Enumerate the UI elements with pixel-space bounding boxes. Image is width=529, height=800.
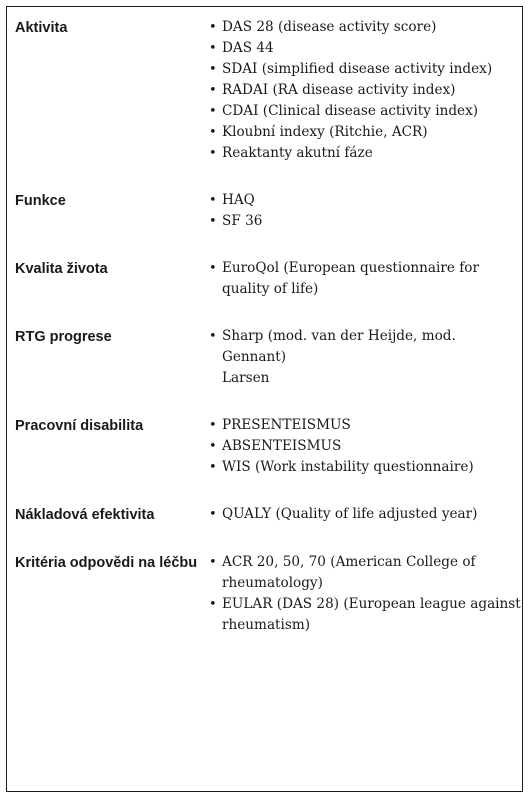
list-item: • EULAR (DAS 28) (European league against rheumatism) bbox=[209, 594, 523, 636]
row-label: RTG progrese bbox=[15, 329, 112, 345]
list-item: • PRESENTEISMUS bbox=[209, 415, 523, 436]
row-spacer bbox=[15, 526, 523, 552]
row-items bbox=[209, 326, 523, 389]
table-row bbox=[15, 504, 523, 526]
bullet-icon bbox=[209, 38, 222, 59]
list-item: • CDAI (Clinical disease activity index) bbox=[209, 101, 523, 122]
row-label: Kritéria odpovědi na léčbu bbox=[15, 555, 198, 571]
bullet-icon bbox=[209, 415, 222, 436]
list-item: • QUALY (Quality of life adjusted year) bbox=[209, 504, 523, 525]
row-items bbox=[209, 258, 523, 300]
row-label: Pracovní disabilita bbox=[15, 418, 144, 434]
table-row bbox=[15, 326, 523, 389]
row-spacer bbox=[15, 232, 523, 258]
list-item: • ACR 20, 50, 70 (American College of rheumatology) bbox=[209, 552, 523, 594]
list-item: • ABSENTEISMUS bbox=[209, 436, 523, 457]
bullet-icon bbox=[209, 190, 222, 211]
row-label: Nákladová efektivita bbox=[15, 507, 155, 523]
bullet-icon bbox=[209, 457, 222, 478]
bullet-icon bbox=[209, 258, 222, 300]
list-item: • DAS 44 bbox=[209, 38, 523, 59]
row-spacer bbox=[15, 478, 523, 504]
bullet-icon bbox=[209, 504, 222, 525]
bullet-icon bbox=[209, 101, 222, 122]
row-label: Kvalita života bbox=[15, 261, 108, 277]
table-row bbox=[15, 552, 523, 636]
bullet-icon bbox=[209, 122, 222, 143]
row-spacer bbox=[15, 300, 523, 326]
list-item: • Kloubní indexy (Ritchie, ACR) bbox=[209, 122, 523, 143]
list-item: • HAQ bbox=[209, 190, 523, 211]
row-items bbox=[209, 190, 523, 232]
table-frame bbox=[6, 6, 523, 792]
row-label: Funkce bbox=[15, 193, 66, 209]
list-item: Larsen bbox=[222, 370, 270, 386]
table-row bbox=[15, 190, 523, 232]
row-label: Aktivita bbox=[15, 20, 68, 36]
list-item: • Reaktanty akutní fáze bbox=[209, 143, 523, 164]
bullet-icon bbox=[209, 80, 222, 101]
list-item: • SDAI (simplified disease activity index) bbox=[209, 59, 523, 80]
bullet-icon bbox=[209, 594, 222, 636]
list-item: • SF 36 bbox=[209, 211, 523, 232]
list-item: • EuroQol (European questionnaire for quality of life) bbox=[209, 258, 523, 300]
row-spacer bbox=[15, 164, 523, 190]
table-row bbox=[15, 17, 523, 164]
bullet-icon bbox=[209, 17, 222, 38]
assessment-table bbox=[15, 17, 523, 636]
row-items bbox=[209, 504, 523, 526]
row-items bbox=[209, 17, 523, 164]
list-item: • WIS (Work instability questionnaire) bbox=[209, 457, 523, 478]
row-items bbox=[209, 552, 523, 636]
row-spacer bbox=[15, 389, 523, 415]
bullet-icon bbox=[209, 552, 222, 594]
bullet-icon bbox=[209, 59, 222, 80]
table-row bbox=[15, 258, 523, 300]
table-row bbox=[15, 415, 523, 478]
bullet-icon bbox=[209, 211, 222, 232]
bullet-icon bbox=[209, 436, 222, 457]
bullet-icon bbox=[209, 143, 222, 164]
row-items bbox=[209, 415, 523, 478]
bullet-icon bbox=[209, 326, 222, 368]
list-item: • Sharp (mod. van der Heijde, mod. Gennant) bbox=[209, 326, 523, 368]
list-item: • RADAI (RA disease activity index) bbox=[209, 80, 523, 101]
list-item: • DAS 28 (disease activity score) bbox=[209, 17, 523, 38]
